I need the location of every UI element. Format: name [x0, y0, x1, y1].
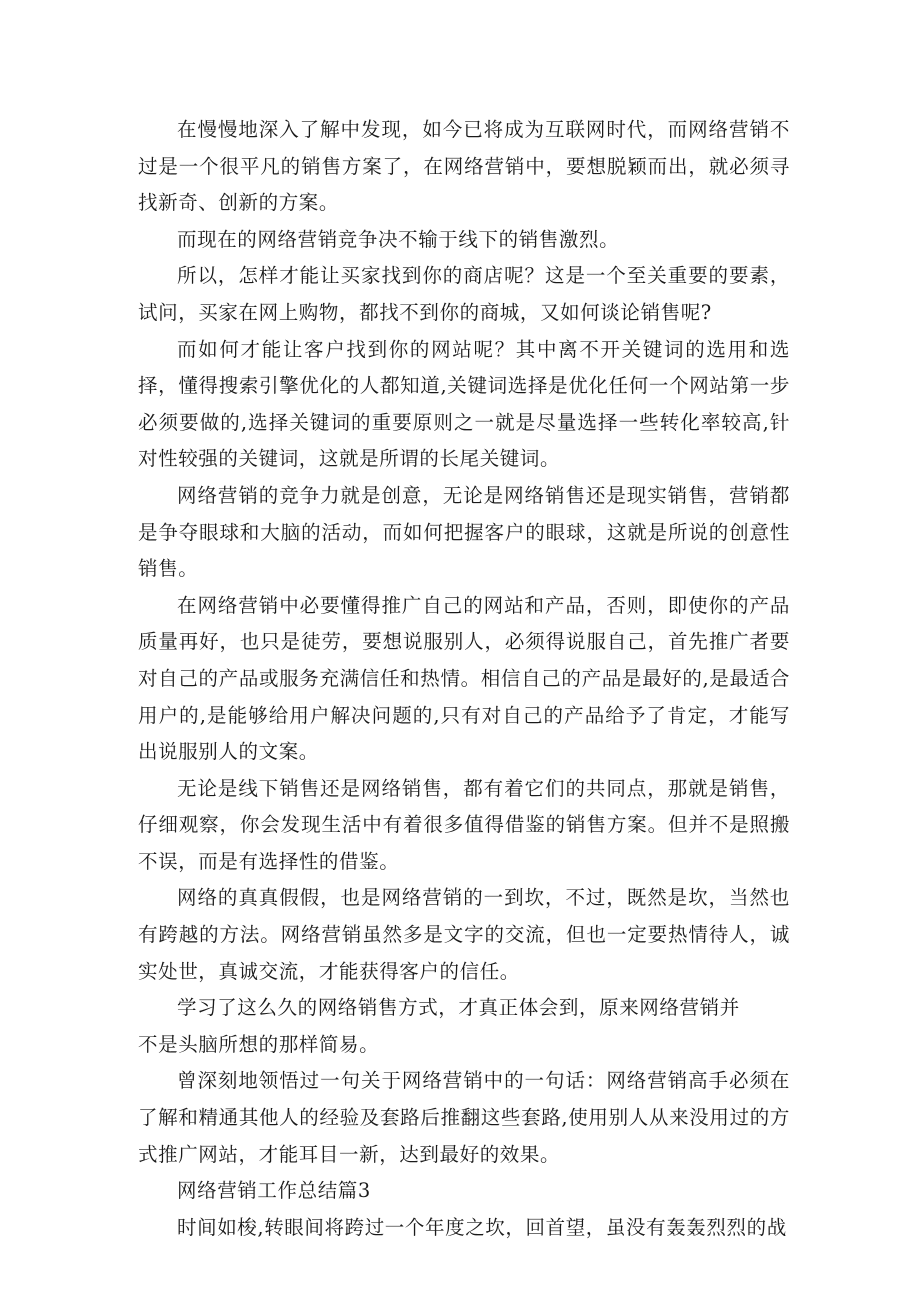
paragraph-1: 在慢慢地深入了解中发现，如今已将成为互联网时代，而网络营销不过是一个很平凡的销售方案了，在网络营销中，要想脱颖而出，就必须寻找新奇、创新的方案。	[138, 118, 790, 215]
paragraph-7: 无论是线下销售还是网络销售，都有着它们的共同点，那就是销售，仔细观察，你会发现生活中有着很多值得借鉴的销售方案。但并不是照搬不误，而是有选择性的借鉴。	[138, 776, 790, 873]
paragraph-5: 网络营销的竞争力就是创意，无论是网络销售还是现实销售，营销都是争夺眼球和大脑的活动，而如何把握客户的眼球，这就是所说的创意性销售。	[138, 483, 790, 581]
section-heading: 网络营销工作总结篇3	[177, 1179, 371, 1203]
paragraph-11: 时间如梭,转眼间将跨过一个年度之坎，回首望，虽没有轰轰烈烈的战	[177, 1215, 787, 1239]
paragraph-10: 曾深刻地领悟过一句关于网络营销中的一句话：网络营销高手必须在了解和精通其他人的经验及套路后推翻这些套路,使用别人从来没用过的方式推广网站，才能耳目一新，达到最好的效果。	[138, 1069, 790, 1166]
paragraph-2: 而现在的网络营销竞争决不输于线下的销售激烈。	[177, 227, 620, 251]
document-body	[138, 112, 790, 1246]
paragraph-4: 而如何才能让客户找到你的网站呢？其中离不开关键词的选用和选择，懂得搜索引擎优化的人都知道,关键词选择是优化任何一个网站第一步必须要做的,选择关键词的重要原则之一就是尽量选择一些转化率较高,针对性较强的关键词，这就是所谓的长尾关键词。	[138, 337, 790, 471]
paragraph-9-line-1: 学习了这么久的网络销售方式，才真正体会到，原来网络营销并	[177, 996, 740, 1020]
paragraph-3: 所以，怎样才能让买家找到你的商店呢？这是一个至关重要的要素，试问，买家在网上购物，都找不到你的商城，又如何谈论销售呢?	[138, 264, 790, 324]
paragraph-8: 网络的真真假假，也是网络营销的一到坎，不过，既然是坎，当然也有跨越的方法。网络营销虽然多是文字的交流，但也一定要热情待人，诚实处世，真诚交流，才能获得客户的信任。	[138, 886, 790, 983]
paragraph-9-line-2: 不是头脑所想的那样简易。	[138, 1032, 380, 1056]
paragraph-6: 在网络营销中必要懂得推广自己的网站和产品，否则，即使你的产品质量再好，也只是徒劳，要想说服别人，必须得说服自己，首先推广者要对自己的产品或服务充满信任和热情。相信自己的产品是最好的,是最适合用户的,是能够给用户解决问题的,只有对自己的产品给予了肯定，才能写出说服别人的文案。	[138, 593, 790, 764]
